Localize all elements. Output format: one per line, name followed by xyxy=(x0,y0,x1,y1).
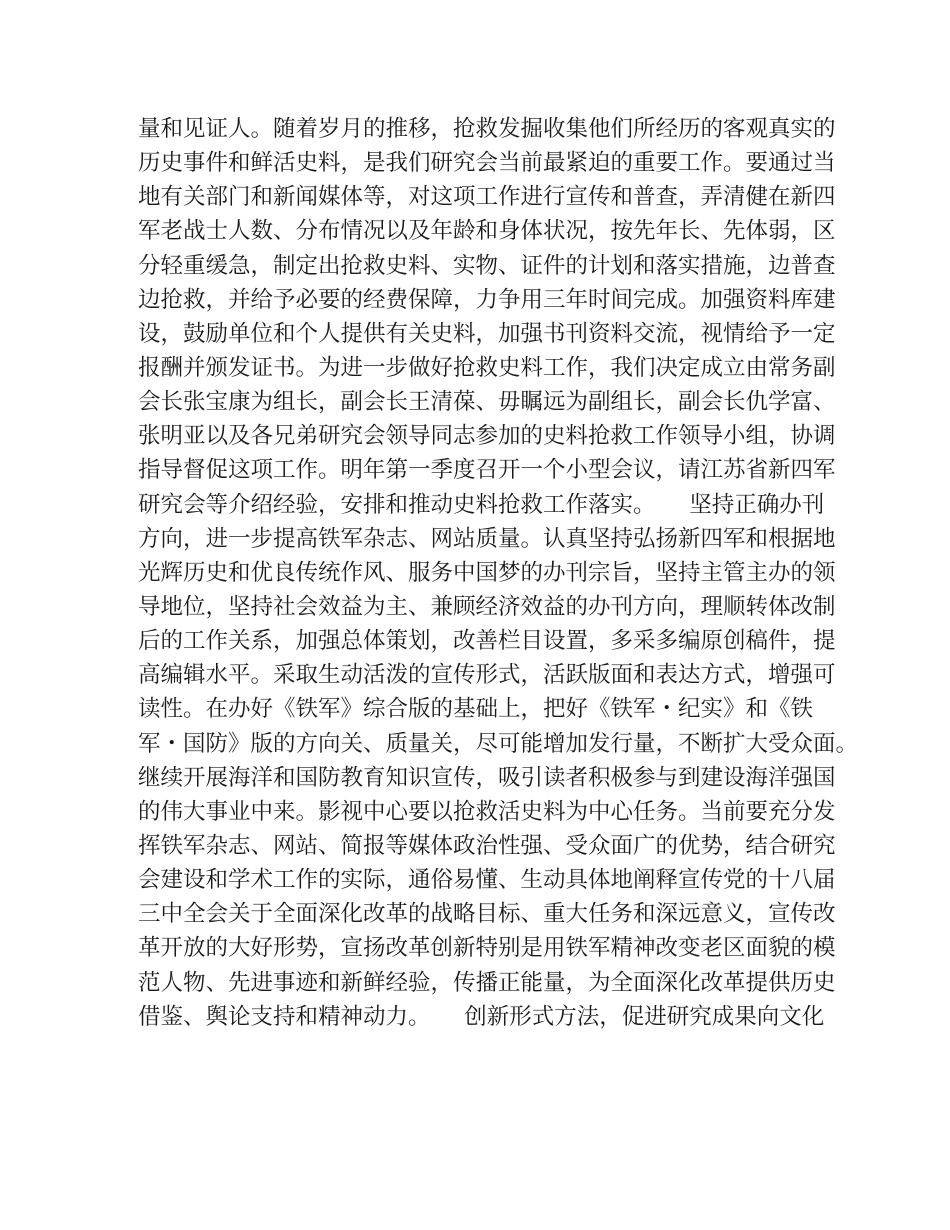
text-line: 革开放的大好形势，宣扬改革创新特别是用铁军精神改变老区面貌的模 xyxy=(138,935,836,962)
text-line: 高编辑水平。采取生动活泼的宣传形式，活跃版面和表达方式，增强可 xyxy=(138,662,836,689)
text-line: 方向，进一步提高铁军杂志、网站质量。认真坚持弘扬新四军和根据地 xyxy=(138,525,836,552)
text-line: 三中全会关于全面深化改革的战略目标、重大任务和深远意义，宣传改 xyxy=(138,901,836,928)
body-text xyxy=(138,112,859,1034)
text-line: 的伟大事业中来。影视中心要以抢救活史料为中心任务。当前要充分发 xyxy=(138,798,836,825)
text-line: 研究会等介绍经验，安排和推动史料抢救工作落实。 坚持正确办刊 xyxy=(138,491,825,518)
text-line: 军・国防》版的方向关、质量关，尽可能增加发行量，不断扩大受众面。 xyxy=(138,730,859,757)
text-line: 会长张宝康为组长，副会长王清葆、毋瞩远为副组长，副会长仇学富、 xyxy=(138,389,836,416)
text-line: 导地位，坚持社会效益为主、兼顾经济效益的办刊方向，理顺转体改制 xyxy=(138,593,836,620)
text-line: 报酬并颁发证书。为进一步做好抢救史料工作，我们决定成立由常务副 xyxy=(138,354,836,381)
text-line: 会建设和学术工作的实际，通俗易懂、生动具体地阐释宣传党的十八届 xyxy=(138,867,836,894)
text-line: 范人物、先进事迹和新鲜经验，传播正能量，为全面深化改革提供历史 xyxy=(138,969,836,996)
text-line: 边抢救，并给予必要的经费保障，力争用三年时间完成。加强资料库建 xyxy=(138,286,836,313)
text-line: 指导督促这项工作。明年第一季度召开一个小型会议，请江苏省新四军 xyxy=(138,457,836,484)
text-line: 张明亚以及各兄弟研究会领导同志参加的史料抢救工作领导小组，协调 xyxy=(138,423,836,450)
text-line: 继续开展海洋和国防教育知识宣传，吸引读者积极参与到建设海洋强国 xyxy=(138,764,836,791)
text-line: 军老战士人数、分布情况以及年龄和身体状况，按先年长、先体弱，区 xyxy=(138,218,836,245)
text-line: 分轻重缓急，制定出抢救史料、实物、证件的计划和落实措施，边普查 xyxy=(138,252,836,279)
text-line: 设，鼓励单位和个人提供有关史料，加强书刊资料交流，视情给予一定 xyxy=(138,320,836,347)
text-line: 量和见证人。随着岁月的推移，抢救发掘收集他们所经历的客观真实的 xyxy=(138,116,836,142)
text-line: 后的工作关系，加强总体策划，改善栏目设置，多采多编原创稿件，提 xyxy=(138,628,836,655)
text-line: 读性。在办好《铁军》综合版的基础上，把好《铁军・纪实》和《铁 xyxy=(138,696,814,723)
text-line: 地有关部门和新闻媒体等，对这项工作进行宣传和普查，弄清健在新四 xyxy=(138,184,836,211)
text-line: 挥铁军杂志、网站、简报等媒体政治性强、受众面广的优势，结合研究 xyxy=(138,832,836,859)
text-line: 借鉴、舆论支持和精神动力。 创新形式方法，促进研究成果向文化 xyxy=(138,1003,825,1030)
text-line: 光辉历史和优良传统作风、服务中国梦的办刊宗旨，坚持主管主办的领 xyxy=(138,559,836,586)
text-line: 历史事件和鲜活史料，是我们研究会当前最紧迫的重要工作。要通过当 xyxy=(138,150,836,177)
